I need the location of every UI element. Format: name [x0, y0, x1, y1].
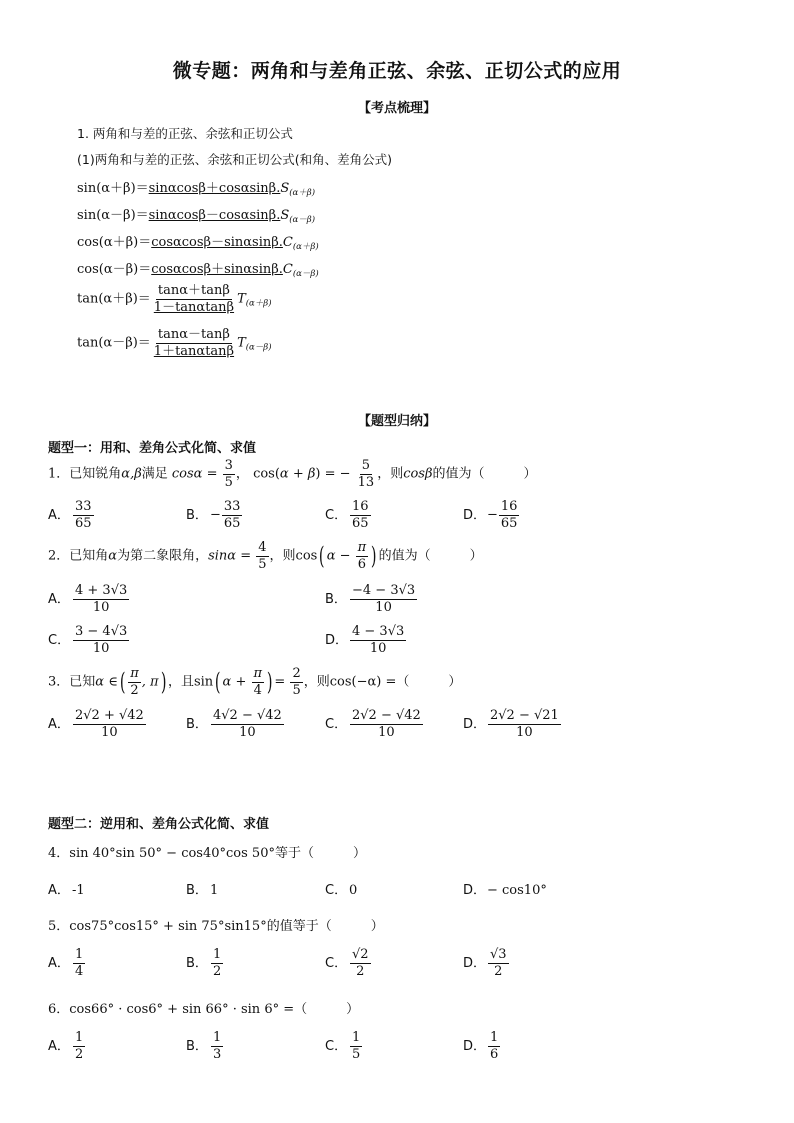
- question-1: 1．已知锐角α,β满足 cosα = $\frac{3}{5}$ ， cos(α + β) = − $\frac{5}{13}$ ，则cosβ的值为（ ）: [48, 458, 537, 490]
- point-subheading: (1)两角和与差的正弦、余弦和正切公式(和角、差角公式): [77, 152, 392, 167]
- q5-option-d: D． $\frac{√3}{2}$: [463, 947, 507, 979]
- formula-cos-diff: $\cos(\alpha-\beta)=\cos\alpha\cos\beta+\sin\alpha\sin\beta.C_{(\alpha-\beta)}$: [77, 262, 319, 279]
- formula-sin-diff: $\sin(\alpha-\beta)=\sin\alpha\cos\beta-\cos\alpha\sin\beta.S_{(\alpha-\beta)}$: [77, 208, 316, 225]
- q6-option-d: D． $\frac{1}{6}$: [463, 1030, 499, 1062]
- question-4: 4．sin 40°sin 50° − cos40°cos 50°等于（ ）: [48, 846, 366, 861]
- q6-option-c: C． $\frac{1}{5}$: [325, 1030, 361, 1062]
- q3-option-a: A． $\frac{2√2 + √42}{10}$: [48, 708, 144, 740]
- q2-option-d: D． $\frac{4 - 3√3}{10}$: [325, 624, 405, 656]
- question-2: 2．已知角α为第二象限角，sinα = $\frac{4}{5}$ ，则cos( α − $\frac{\pi}{6}$ ) 的值为（ ）: [48, 540, 483, 572]
- page-title: 微专题：两角和与差角正弦、余弦、正切公式的应用: [172, 60, 622, 82]
- type-two-heading: 题型二：逆用和、差角公式化简、求值: [48, 817, 270, 832]
- q3-option-b: B． $\frac{4√2 - √42}{10}$: [186, 708, 282, 740]
- q2-option-b: B． $\frac{-4 - 3√3}{10}$: [325, 583, 416, 615]
- q5-option-c: C． $\frac{√2}{2}$: [325, 947, 369, 979]
- formula-cos-sum: $\cos(\alpha+\beta)=\cos\alpha\cos\beta-\sin\alpha\sin\beta.C_{(\alpha+\beta)}$: [77, 235, 319, 252]
- q1-option-b: B． − $\frac{33}{65}$: [186, 499, 241, 531]
- formula-tan-sum: tan(α＋β)＝ $\frac{\tan\alpha+\tan\beta}{1-\tan\alpha\tan\beta}$ $T_{(\alpha+\beta)}$: [77, 283, 272, 315]
- q4-option-c: C． 0: [325, 883, 358, 898]
- q5-option-b: B． $\frac{1}{2}$: [186, 947, 222, 979]
- type-one-heading: 题型一：用和、差角公式化简、求值: [48, 441, 257, 456]
- section-heading-review: 【考点梳理】: [357, 101, 436, 116]
- q3-option-d: D． $\frac{2√2 - √21}{10}$: [463, 708, 559, 740]
- q1-option-a: A． $\frac{33}{65}$: [48, 499, 92, 531]
- q2-option-a: A． $\frac{4 + 3√3}{10}$: [48, 583, 128, 615]
- q4-option-d: D．− cos10°: [463, 883, 547, 898]
- q1-option-c: C． $\frac{16}{65}$: [325, 499, 369, 531]
- question-5: 5．cos75°cos15° + sin 75°sin15°的值等于（ ）: [48, 919, 384, 934]
- q6-option-b: B． $\frac{1}{3}$: [186, 1030, 222, 1062]
- q5-option-a: A． $\frac{1}{4}$: [48, 947, 84, 979]
- q6-option-a: A． $\frac{1}{2}$: [48, 1030, 84, 1062]
- q1-option-d: D．− $\frac{16}{65}$: [463, 499, 518, 531]
- formula-sin-sum: $\sin(\alpha+\beta)=\sin\alpha\cos\beta+\cos\alpha\sin\beta.S_{(\alpha+\beta)}$: [77, 181, 316, 198]
- q3-option-c: C． $\frac{2√2 - √42}{10}$: [325, 708, 421, 740]
- q4-option-a: A． -1: [48, 883, 85, 898]
- question-6: 6．cos66° · cos6° + sin 66° · sin 6° =（ ）: [48, 1002, 360, 1017]
- section-heading-types: 【题型归纳】: [357, 414, 436, 429]
- formula-tan-diff: tan(α－β)＝ $\frac{\tan\alpha-\tan\beta}{1+\tan\alpha\tan\beta}$ $T_{(\alpha-\beta)}$: [77, 327, 272, 359]
- question-3: 3．已知α ∈( $\frac{\pi}{2}$ , π) ，且sin( α + $\frac{\pi}{4}$ ) = $\frac{2}{5}$ ，则cos(−α) =（ ）: [48, 666, 462, 698]
- q4-option-b: B． 1: [186, 883, 219, 898]
- q2-option-c: C． $\frac{3 - 4√3}{10}$: [48, 624, 128, 656]
- point-heading: 1. 两角和与差的正弦、余弦和正切公式: [77, 126, 293, 141]
